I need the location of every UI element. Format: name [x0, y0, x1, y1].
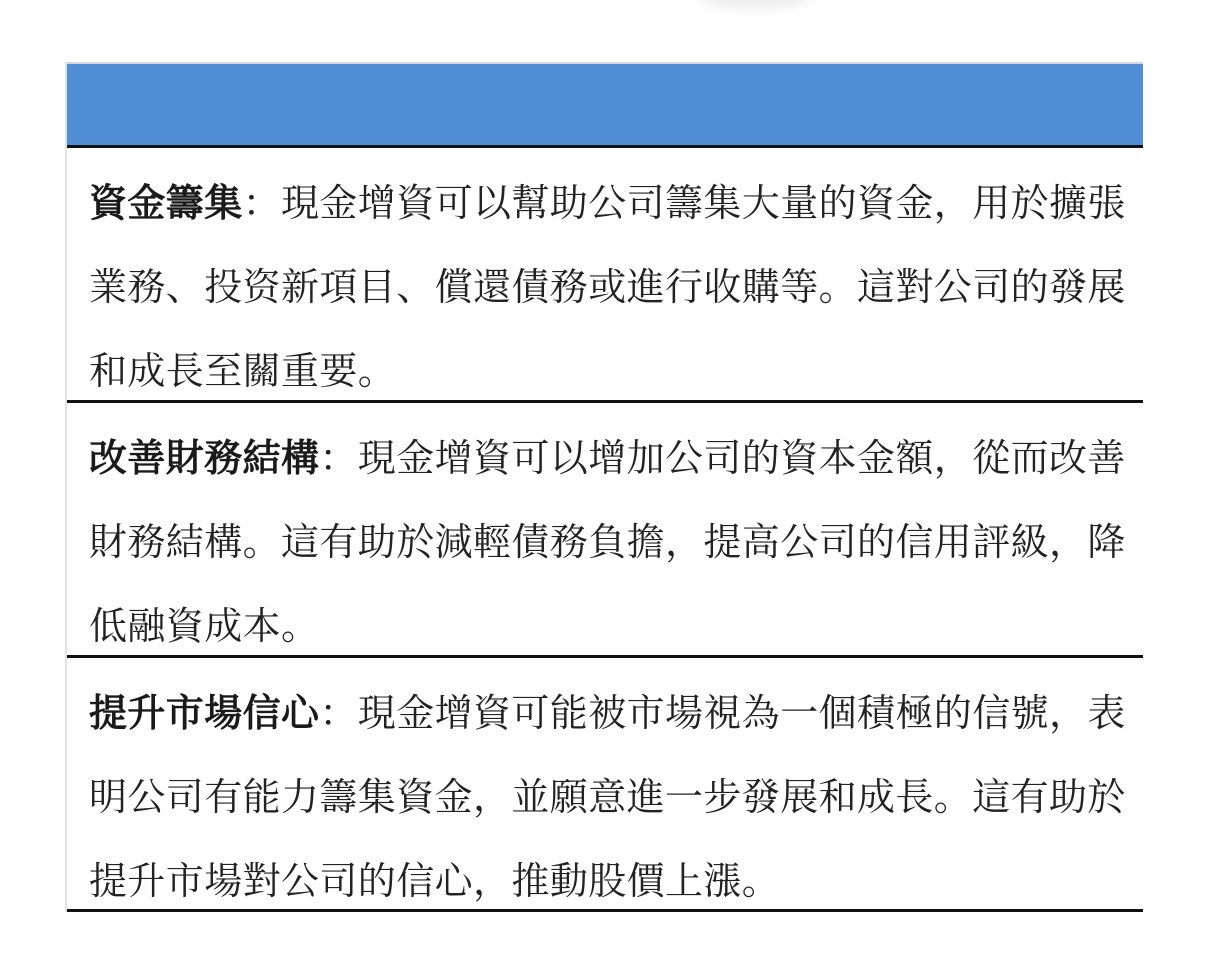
table-row [67, 403, 1143, 658]
row-description: ：現金增資可以幫助公司籌集大量的資金，用於擴張業務、投资新項目、償還債務或進行收購等。這對公司的發展和成長至關重要。 [89, 181, 1126, 393]
row-text [89, 416, 1137, 668]
table-row [67, 148, 1143, 403]
row-text [89, 161, 1137, 413]
row-term: 提升市場信心 [89, 691, 320, 735]
row-term: 改善財務結構 [89, 436, 320, 480]
row-description: ：現金增資可以增加公司的資本金額，從而改善財務結構。這有助於減輕債務負擔，提高公司的信用評級，降低融資成本。 [89, 436, 1126, 648]
table-header [67, 62, 1143, 148]
row-text [89, 671, 1137, 923]
top-shadow [700, 0, 810, 8]
table-row [67, 658, 1143, 912]
row-term: 資金籌集 [89, 181, 243, 225]
info-table [65, 62, 1143, 912]
row-description: ：現金增資可能被市場視為一個積極的信號，表明公司有能力籌集資金，並願意進一步發展和成長。這有助於提升市場對公司的信心，推動股價上漲。 [89, 691, 1126, 903]
